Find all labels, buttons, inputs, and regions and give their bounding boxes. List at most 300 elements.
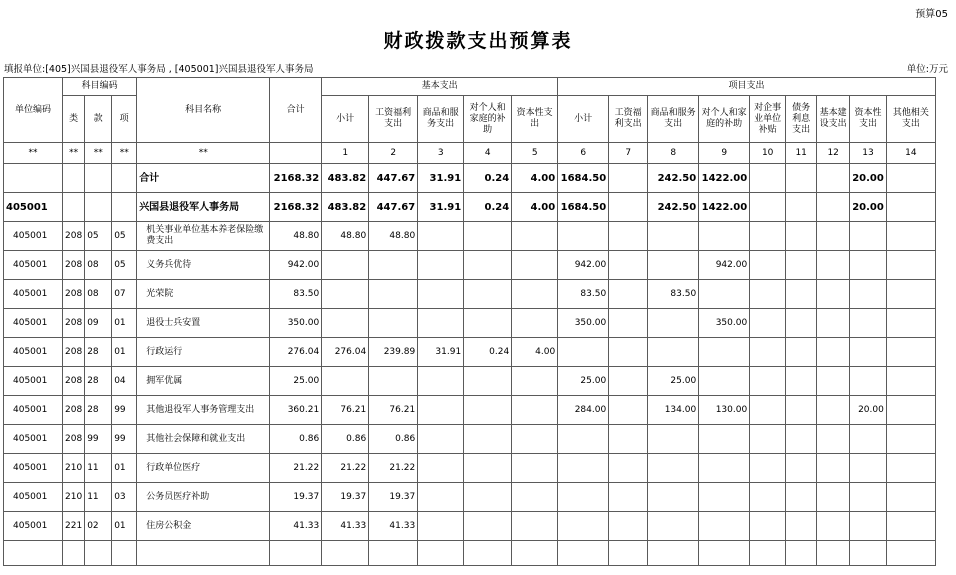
column-index: 2 — [369, 143, 418, 164]
amount-cell — [750, 425, 786, 454]
amount-cell: 25.00 — [558, 367, 609, 396]
amount-cell — [464, 309, 512, 338]
amount-cell: 2168.32 — [270, 193, 322, 222]
reporting-unit: 填报单位:[405]兴国县退役军人事务局 , [405001]兴国县退役军人事务局 — [4, 64, 314, 75]
subject-code-cell: 28 — [85, 367, 112, 396]
subject-code-cell: 05 — [112, 251, 137, 280]
unit-code-cell: 405001 — [4, 396, 63, 425]
subject-name-cell: 义务兵优待 — [137, 251, 270, 280]
amount-cell — [886, 396, 935, 425]
subject-code-cell: 208 — [63, 425, 85, 454]
amount-cell: 0.24 — [464, 338, 512, 367]
amount-cell — [270, 541, 322, 566]
subject-code-cell — [85, 164, 112, 193]
amount-cell — [609, 338, 648, 367]
amount-cell — [418, 396, 464, 425]
amount-cell — [699, 280, 750, 309]
unit-code-cell: 405001 — [4, 251, 63, 280]
amount-cell: 239.89 — [369, 338, 418, 367]
amount-cell — [750, 367, 786, 396]
amount-cell — [609, 251, 648, 280]
amount-cell — [558, 222, 609, 251]
amount-cell — [750, 309, 786, 338]
amount-cell — [886, 541, 935, 566]
header-subject-code: 科目编码 — [63, 78, 137, 96]
table-row — [4, 222, 936, 251]
amount-cell — [699, 222, 750, 251]
amount-cell — [464, 367, 512, 396]
subject-code-cell: 99 — [85, 425, 112, 454]
amount-cell — [817, 280, 850, 309]
header-basic-col: 工资福利支出 — [369, 96, 418, 143]
subject-code-cell: 11 — [85, 454, 112, 483]
amount-cell: 41.33 — [322, 512, 369, 541]
amount-cell — [786, 222, 817, 251]
unit-code-cell — [4, 541, 63, 566]
amount-cell — [648, 251, 699, 280]
amount-cell — [648, 512, 699, 541]
amount-cell — [699, 425, 750, 454]
amount-cell — [750, 164, 786, 193]
amount-cell — [648, 222, 699, 251]
amount-cell — [369, 367, 418, 396]
amount-cell — [850, 425, 887, 454]
amount-cell: 276.04 — [322, 338, 369, 367]
amount-cell — [418, 512, 464, 541]
unit-code-cell: 405001 — [4, 280, 63, 309]
amount-cell — [817, 541, 850, 566]
amount-cell — [464, 454, 512, 483]
header-project-col: 资本性支出 — [850, 96, 887, 143]
unit-code-cell: 405001 — [4, 425, 63, 454]
amount-cell — [512, 309, 558, 338]
amount-cell — [558, 454, 609, 483]
amount-cell: 20.00 — [850, 396, 887, 425]
amount-cell — [418, 222, 464, 251]
table-row — [4, 512, 936, 541]
amount-cell — [418, 280, 464, 309]
amount-cell: 25.00 — [648, 367, 699, 396]
column-index: 8 — [648, 143, 699, 164]
column-index: 9 — [699, 143, 750, 164]
subject-code-cell: 208 — [63, 309, 85, 338]
currency-unit: 单位:万元 — [906, 64, 948, 75]
amount-cell — [750, 541, 786, 566]
amount-cell — [699, 454, 750, 483]
amount-cell — [786, 309, 817, 338]
amount-cell — [418, 425, 464, 454]
amount-cell: 942.00 — [270, 251, 322, 280]
unit-code-cell: 405001 — [4, 338, 63, 367]
amount-cell — [850, 541, 887, 566]
amount-cell: 83.50 — [558, 280, 609, 309]
amount-cell — [512, 541, 558, 566]
column-index: ** — [137, 143, 270, 164]
amount-cell — [464, 222, 512, 251]
amount-cell — [850, 367, 887, 396]
amount-cell — [750, 251, 786, 280]
amount-cell: 31.91 — [418, 338, 464, 367]
amount-cell: 0.24 — [464, 193, 512, 222]
amount-cell — [817, 396, 850, 425]
subject-code-cell: 99 — [112, 396, 137, 425]
amount-cell — [322, 309, 369, 338]
header-project-col: 基本建设支出 — [817, 96, 850, 143]
amount-cell — [322, 541, 369, 566]
amount-cell — [558, 338, 609, 367]
amount-cell — [817, 483, 850, 512]
subject-code-cell: 05 — [85, 222, 112, 251]
amount-cell — [850, 338, 887, 367]
subject-name-cell: 行政单位医疗 — [137, 454, 270, 483]
amount-cell — [512, 454, 558, 483]
header-project-col: 工资福利支出 — [609, 96, 648, 143]
column-index: 12 — [817, 143, 850, 164]
subject-code-cell: 99 — [112, 425, 137, 454]
table-row — [4, 309, 936, 338]
amount-cell — [512, 367, 558, 396]
subject-code-cell — [63, 541, 85, 566]
amount-cell: 1684.50 — [558, 193, 609, 222]
amount-cell — [648, 483, 699, 512]
subject-code-cell: 28 — [85, 396, 112, 425]
table-row — [4, 280, 936, 309]
amount-cell — [850, 454, 887, 483]
header-subject-name: 科目名称 — [137, 78, 270, 143]
amount-cell — [512, 222, 558, 251]
amount-cell: 48.80 — [322, 222, 369, 251]
amount-cell: 31.91 — [418, 164, 464, 193]
subject-code-cell — [85, 541, 112, 566]
amount-cell — [464, 251, 512, 280]
header-xiang: 项 — [112, 96, 137, 143]
subject-name-cell: 机关事业单位基本养老保险缴费支出 — [137, 222, 270, 251]
amount-cell — [786, 396, 817, 425]
amount-cell — [786, 338, 817, 367]
amount-cell: 483.82 — [322, 164, 369, 193]
amount-cell — [817, 425, 850, 454]
amount-cell — [418, 367, 464, 396]
amount-cell: 0.86 — [369, 425, 418, 454]
amount-cell — [750, 454, 786, 483]
amount-cell — [699, 512, 750, 541]
subject-code-cell — [63, 164, 85, 193]
amount-cell — [850, 251, 887, 280]
unit-code-cell: 405001 — [4, 483, 63, 512]
amount-cell: 25.00 — [270, 367, 322, 396]
amount-cell — [369, 309, 418, 338]
table-row — [4, 396, 936, 425]
amount-cell: 134.00 — [648, 396, 699, 425]
amount-cell — [558, 541, 609, 566]
amount-cell — [464, 541, 512, 566]
subject-name-cell: 退役士兵安置 — [137, 309, 270, 338]
amount-cell — [322, 251, 369, 280]
amount-cell — [558, 512, 609, 541]
unit-code-cell: 405001 — [4, 367, 63, 396]
column-index: 10 — [750, 143, 786, 164]
subject-name-cell: 拥军优属 — [137, 367, 270, 396]
subject-code-cell: 210 — [63, 454, 85, 483]
header-kuan: 款 — [85, 96, 112, 143]
subject-code-cell: 210 — [63, 483, 85, 512]
amount-cell — [786, 193, 817, 222]
subject-code-cell — [112, 193, 137, 222]
amount-cell: 276.04 — [270, 338, 322, 367]
amount-cell: 20.00 — [850, 193, 887, 222]
amount-cell: 447.67 — [369, 164, 418, 193]
amount-cell: 41.33 — [270, 512, 322, 541]
amount-cell — [418, 483, 464, 512]
amount-cell — [850, 483, 887, 512]
amount-cell — [648, 541, 699, 566]
amount-cell: 76.21 — [369, 396, 418, 425]
amount-cell — [699, 367, 750, 396]
amount-cell — [609, 367, 648, 396]
column-index: ** — [63, 143, 85, 164]
table-row — [4, 338, 936, 367]
amount-cell: 1422.00 — [699, 164, 750, 193]
column-index: ** — [4, 143, 63, 164]
subject-code-cell — [85, 193, 112, 222]
header-basic-col: 对个人和家庭的补助 — [464, 96, 512, 143]
amount-cell — [609, 280, 648, 309]
amount-cell: 21.22 — [322, 454, 369, 483]
amount-cell — [699, 338, 750, 367]
subject-code-cell: 208 — [63, 251, 85, 280]
amount-cell — [609, 541, 648, 566]
amount-cell — [418, 454, 464, 483]
subject-code-cell: 28 — [85, 338, 112, 367]
amount-cell: 4.00 — [512, 338, 558, 367]
header-project-col: 对企事业单位补贴 — [750, 96, 786, 143]
amount-cell — [609, 193, 648, 222]
amount-cell — [850, 222, 887, 251]
amount-cell — [609, 425, 648, 454]
amount-cell — [369, 280, 418, 309]
subject-code-cell: 01 — [112, 512, 137, 541]
amount-cell: 360.21 — [270, 396, 322, 425]
subject-code-cell — [112, 164, 137, 193]
column-index: ** — [85, 143, 112, 164]
budget-table — [3, 77, 936, 566]
header-basic-col: 小计 — [322, 96, 369, 143]
amount-cell — [850, 309, 887, 338]
amount-cell: 19.37 — [270, 483, 322, 512]
amount-cell — [750, 512, 786, 541]
column-index: 13 — [850, 143, 887, 164]
header-total: 合计 — [270, 78, 322, 143]
header-project-col: 小计 — [558, 96, 609, 143]
amount-cell — [699, 541, 750, 566]
subject-name-cell: 兴国县退役军人事务局 — [137, 193, 270, 222]
amount-cell — [512, 512, 558, 541]
amount-cell: 483.82 — [322, 193, 369, 222]
amount-cell — [464, 396, 512, 425]
amount-cell: 2168.32 — [270, 164, 322, 193]
amount-cell: 83.50 — [648, 280, 699, 309]
amount-cell — [886, 454, 935, 483]
subject-code-cell — [63, 193, 85, 222]
amount-cell: 21.22 — [270, 454, 322, 483]
amount-cell — [648, 454, 699, 483]
amount-cell — [750, 338, 786, 367]
amount-cell: 31.91 — [418, 193, 464, 222]
amount-cell — [512, 425, 558, 454]
header-project-col: 对个人和家庭的补助 — [699, 96, 750, 143]
amount-cell — [817, 164, 850, 193]
amount-cell: 350.00 — [270, 309, 322, 338]
amount-cell — [464, 280, 512, 309]
amount-cell — [817, 512, 850, 541]
column-index: 7 — [609, 143, 648, 164]
amount-cell: 83.50 — [270, 280, 322, 309]
amount-cell: 130.00 — [699, 396, 750, 425]
amount-cell — [786, 512, 817, 541]
subject-code-cell: 01 — [112, 454, 137, 483]
amount-cell — [886, 222, 935, 251]
header-project: 项目支出 — [558, 78, 936, 96]
column-index: 11 — [786, 143, 817, 164]
amount-cell: 4.00 — [512, 193, 558, 222]
amount-cell: 242.50 — [648, 164, 699, 193]
amount-cell — [558, 483, 609, 512]
page-title: 财政拨款支出预算表 — [383, 30, 573, 52]
amount-cell — [609, 396, 648, 425]
header-basic-col: 商品和服务支出 — [418, 96, 464, 143]
table-row — [4, 367, 936, 396]
subject-name-cell: 光荣院 — [137, 280, 270, 309]
subject-code-cell: 08 — [85, 251, 112, 280]
subject-name-cell — [137, 541, 270, 566]
amount-cell — [699, 483, 750, 512]
amount-cell — [750, 396, 786, 425]
unit-code-cell: 405001 — [4, 512, 63, 541]
subject-code-cell: 07 — [112, 280, 137, 309]
amount-cell — [850, 512, 887, 541]
amount-cell — [512, 251, 558, 280]
amount-cell: 242.50 — [648, 193, 699, 222]
column-index — [270, 143, 322, 164]
amount-cell: 19.37 — [322, 483, 369, 512]
amount-cell — [786, 541, 817, 566]
amount-cell — [886, 251, 935, 280]
amount-cell — [786, 483, 817, 512]
amount-cell: 48.80 — [270, 222, 322, 251]
amount-cell — [817, 193, 850, 222]
subject-name-cell: 行政运行 — [137, 338, 270, 367]
amount-cell — [418, 541, 464, 566]
subject-name-cell: 其他退役军人事务管理支出 — [137, 396, 270, 425]
subject-code-cell: 04 — [112, 367, 137, 396]
header-unit-code: 单位编码 — [4, 78, 63, 143]
amount-cell — [786, 425, 817, 454]
unit-code-cell: 405001 — [4, 222, 63, 251]
amount-cell — [609, 309, 648, 338]
amount-cell — [648, 338, 699, 367]
amount-cell — [512, 483, 558, 512]
amount-cell: 0.24 — [464, 164, 512, 193]
amount-cell: 350.00 — [558, 309, 609, 338]
amount-cell — [648, 309, 699, 338]
amount-cell — [817, 367, 850, 396]
subject-code-cell: 03 — [112, 483, 137, 512]
unit-code-cell: 405001 — [4, 309, 63, 338]
amount-cell — [464, 483, 512, 512]
amount-cell: 41.33 — [369, 512, 418, 541]
amount-cell — [886, 193, 935, 222]
amount-cell — [464, 512, 512, 541]
amount-cell — [512, 280, 558, 309]
amount-cell: 284.00 — [558, 396, 609, 425]
amount-cell — [322, 367, 369, 396]
amount-cell — [750, 280, 786, 309]
amount-cell — [886, 512, 935, 541]
column-index-row — [4, 143, 936, 164]
header-lei: 类 — [63, 96, 85, 143]
amount-cell — [558, 425, 609, 454]
subject-name-cell: 合计 — [137, 164, 270, 193]
amount-cell: 1422.00 — [699, 193, 750, 222]
amount-cell: 4.00 — [512, 164, 558, 193]
amount-cell — [609, 512, 648, 541]
amount-cell — [786, 454, 817, 483]
column-index: 5 — [512, 143, 558, 164]
column-index: 14 — [886, 143, 935, 164]
subject-code-cell: 09 — [85, 309, 112, 338]
amount-cell — [648, 425, 699, 454]
amount-cell — [786, 280, 817, 309]
subject-code-cell: 208 — [63, 367, 85, 396]
amount-cell — [418, 309, 464, 338]
amount-cell: 0.86 — [270, 425, 322, 454]
amount-cell — [464, 425, 512, 454]
column-index: 4 — [464, 143, 512, 164]
header-project-col: 其他相关支出 — [886, 96, 935, 143]
amount-cell — [609, 164, 648, 193]
subject-code-cell: 08 — [85, 280, 112, 309]
table-row — [4, 483, 936, 512]
amount-cell — [322, 280, 369, 309]
subject-code-cell: 01 — [112, 309, 137, 338]
unit-code-cell — [4, 164, 63, 193]
total-row — [4, 164, 936, 193]
amount-cell — [786, 164, 817, 193]
amount-cell — [609, 454, 648, 483]
unit-total-row — [4, 193, 936, 222]
subject-code-cell: 11 — [85, 483, 112, 512]
subject-code-cell: 208 — [63, 338, 85, 367]
amount-cell: 447.67 — [369, 193, 418, 222]
amount-cell — [886, 338, 935, 367]
table-row — [4, 425, 936, 454]
amount-cell — [750, 222, 786, 251]
amount-cell — [817, 222, 850, 251]
table-row — [4, 541, 936, 566]
amount-cell — [886, 164, 935, 193]
amount-cell — [886, 425, 935, 454]
subject-code-cell: 208 — [63, 280, 85, 309]
amount-cell — [817, 338, 850, 367]
amount-cell: 0.86 — [322, 425, 369, 454]
amount-cell — [886, 367, 935, 396]
amount-cell: 48.80 — [369, 222, 418, 251]
unit-code-cell: 405001 — [4, 193, 63, 222]
amount-cell: 942.00 — [699, 251, 750, 280]
amount-cell — [418, 251, 464, 280]
subject-code-cell — [112, 541, 137, 566]
column-index: 1 — [322, 143, 369, 164]
